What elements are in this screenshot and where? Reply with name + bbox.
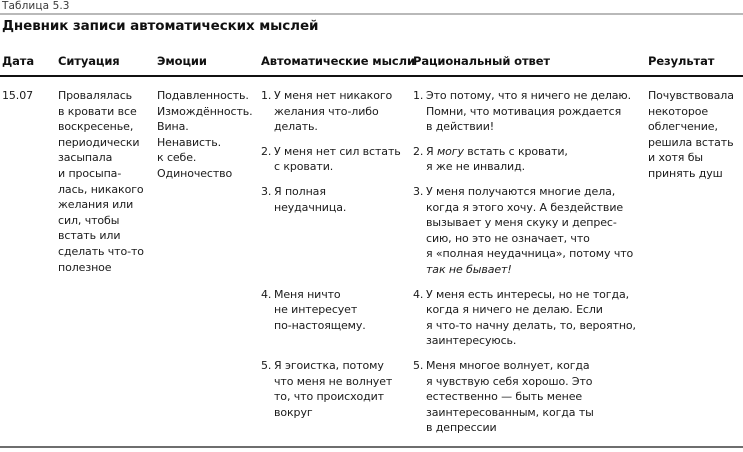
- text-line: решила встать: [648, 135, 734, 149]
- list-item-body: [426, 287, 636, 349]
- text-line: Одиночество: [157, 166, 233, 180]
- text-line: сию, но это не означает, что: [426, 231, 590, 245]
- text-line: вызывает у меня скуку и депрес-: [426, 216, 617, 230]
- text-line: естественно — быть менее: [426, 390, 583, 404]
- list-item-body: [274, 144, 401, 175]
- numbered-list-item: [261, 184, 346, 215]
- text-line: Это потому, что я ничего не делаю.: [426, 89, 631, 102]
- list-item-number: 5.: [413, 359, 424, 372]
- numbered-list-item: [413, 358, 594, 436]
- text-line: Провалялась: [58, 89, 133, 102]
- text-line: я «полная неудачница», потому что: [426, 247, 634, 261]
- text-line: У меня есть интересы, но не тогда,: [426, 287, 630, 301]
- text-line: сделать что-то: [58, 244, 144, 258]
- text-line: вокруг: [274, 405, 313, 419]
- text-line: заинтересованным, когда ты: [426, 405, 594, 419]
- list-item-number: 3.: [413, 185, 424, 198]
- text-line: в действии!: [426, 120, 495, 134]
- list-item-number: 4.: [413, 287, 424, 301]
- table-title: Дневник записи автоматических мыслей: [2, 18, 319, 34]
- text-line: когда я этого хочу. А бездействие: [426, 200, 624, 214]
- text-line: заинтересуюсь.: [426, 334, 517, 348]
- list-item-body: [274, 358, 392, 420]
- numbered-list-item: [413, 88, 631, 135]
- text-line: я что-то начну делать, то, вероятно,: [426, 318, 636, 332]
- text-line: с кровати.: [274, 160, 334, 174]
- list-item-body: [426, 358, 594, 436]
- column-header-date: Дата: [2, 54, 35, 68]
- top-rule: [0, 13, 743, 15]
- list-item-number: 2.: [261, 144, 272, 158]
- list-item-number: 5.: [261, 359, 272, 372]
- text-line: Меня ничто: [274, 287, 341, 301]
- text-line: Я могу встать с кровати,: [426, 144, 568, 158]
- list-item-number: 3.: [261, 185, 272, 198]
- numbered-list-item: [413, 144, 568, 175]
- text-line: так не бывает!: [426, 262, 512, 276]
- text-line: когда я ничего не делаю. Если: [426, 303, 603, 317]
- text-line: Я полная: [274, 185, 326, 198]
- text-line: Подавленность.: [157, 89, 249, 102]
- list-item-number: 4.: [261, 287, 272, 301]
- list-item-body: [274, 287, 366, 334]
- text-line: Вина.: [157, 120, 189, 134]
- table-caption: Таблица 5.3: [2, 0, 70, 12]
- bottom-rule: [0, 446, 743, 448]
- list-item-body: [274, 184, 346, 215]
- numbered-list-item: [261, 287, 366, 334]
- text-line: облегчение,: [648, 120, 718, 134]
- text-line: делать.: [274, 120, 318, 134]
- column-header-rational-response: Рациональный ответ: [413, 54, 550, 68]
- list-item-number: 1.: [261, 89, 272, 102]
- column-header-situation: Ситуация: [58, 54, 120, 68]
- text-line: принять душ: [648, 166, 723, 180]
- text-line: я же не инвалид.: [426, 160, 525, 174]
- cell-situation: [58, 88, 154, 275]
- text-line: Измождённость.: [157, 104, 253, 118]
- list-item-body: [426, 184, 633, 278]
- numbered-list-item: [261, 88, 392, 135]
- list-item-number: 2.: [413, 144, 424, 158]
- numbered-list-item: [261, 358, 392, 420]
- cell-date: 15.07: [2, 89, 33, 102]
- column-header-emotions: Эмоции: [157, 54, 207, 68]
- numbered-list-item: [261, 144, 401, 175]
- text-line: и просыпа-: [58, 166, 122, 180]
- text-line: что меня не волнует: [274, 374, 393, 388]
- text-line: неудачница.: [274, 200, 347, 214]
- cell-emotions: [157, 88, 257, 182]
- text-line: по-настоящему.: [274, 318, 366, 332]
- text-line: не интересует: [274, 303, 358, 317]
- numbered-list-item: [413, 184, 633, 278]
- list-item-body: [426, 88, 631, 135]
- text-line: встать или: [58, 229, 121, 243]
- text-line: засыпала: [58, 151, 113, 165]
- text-line: воскресенье,: [58, 120, 134, 134]
- column-header-result: Результат: [648, 54, 715, 68]
- text-line: У меня нет никакого: [274, 89, 393, 102]
- text-line: я чувствую себя хорошо. Это: [426, 374, 593, 388]
- text-line: Меня многое волнует, когда: [426, 359, 590, 372]
- text-line: и хотя бы: [648, 151, 703, 165]
- text-line: Ненависть.: [157, 135, 222, 149]
- text-line: периодически: [58, 135, 140, 149]
- text-line: желания что-либо: [274, 104, 379, 118]
- table-header-row: [0, 54, 743, 74]
- column-header-automatic-thoughts: Автоматические мысли: [261, 54, 415, 68]
- text-line: полезное: [58, 260, 112, 274]
- text-line: к себе.: [157, 151, 197, 165]
- text-line: сил, чтобы: [58, 213, 120, 227]
- list-item-body: [426, 144, 568, 175]
- cell-result: [648, 88, 743, 182]
- list-item-body: [274, 88, 392, 135]
- header-rule: [0, 75, 743, 77]
- text-line: желания или: [58, 198, 134, 212]
- numbered-list-item: [413, 287, 636, 349]
- text-line: Почувствовала: [648, 89, 734, 102]
- text-line: в депрессии: [426, 421, 497, 435]
- text-line: У меня получаются многие дела,: [426, 185, 616, 198]
- text-line: Я эгоистка, потому: [274, 359, 384, 372]
- list-item-number: 1.: [413, 89, 424, 102]
- text-line: в кровати все: [58, 104, 137, 118]
- text-line: У меня нет сил встать: [274, 144, 401, 158]
- text-line: то, что происходит: [274, 390, 384, 404]
- text-line: некоторое: [648, 104, 709, 118]
- text-line: Помни, что мотивация рождается: [426, 104, 622, 118]
- text-line: лась, никакого: [58, 182, 144, 196]
